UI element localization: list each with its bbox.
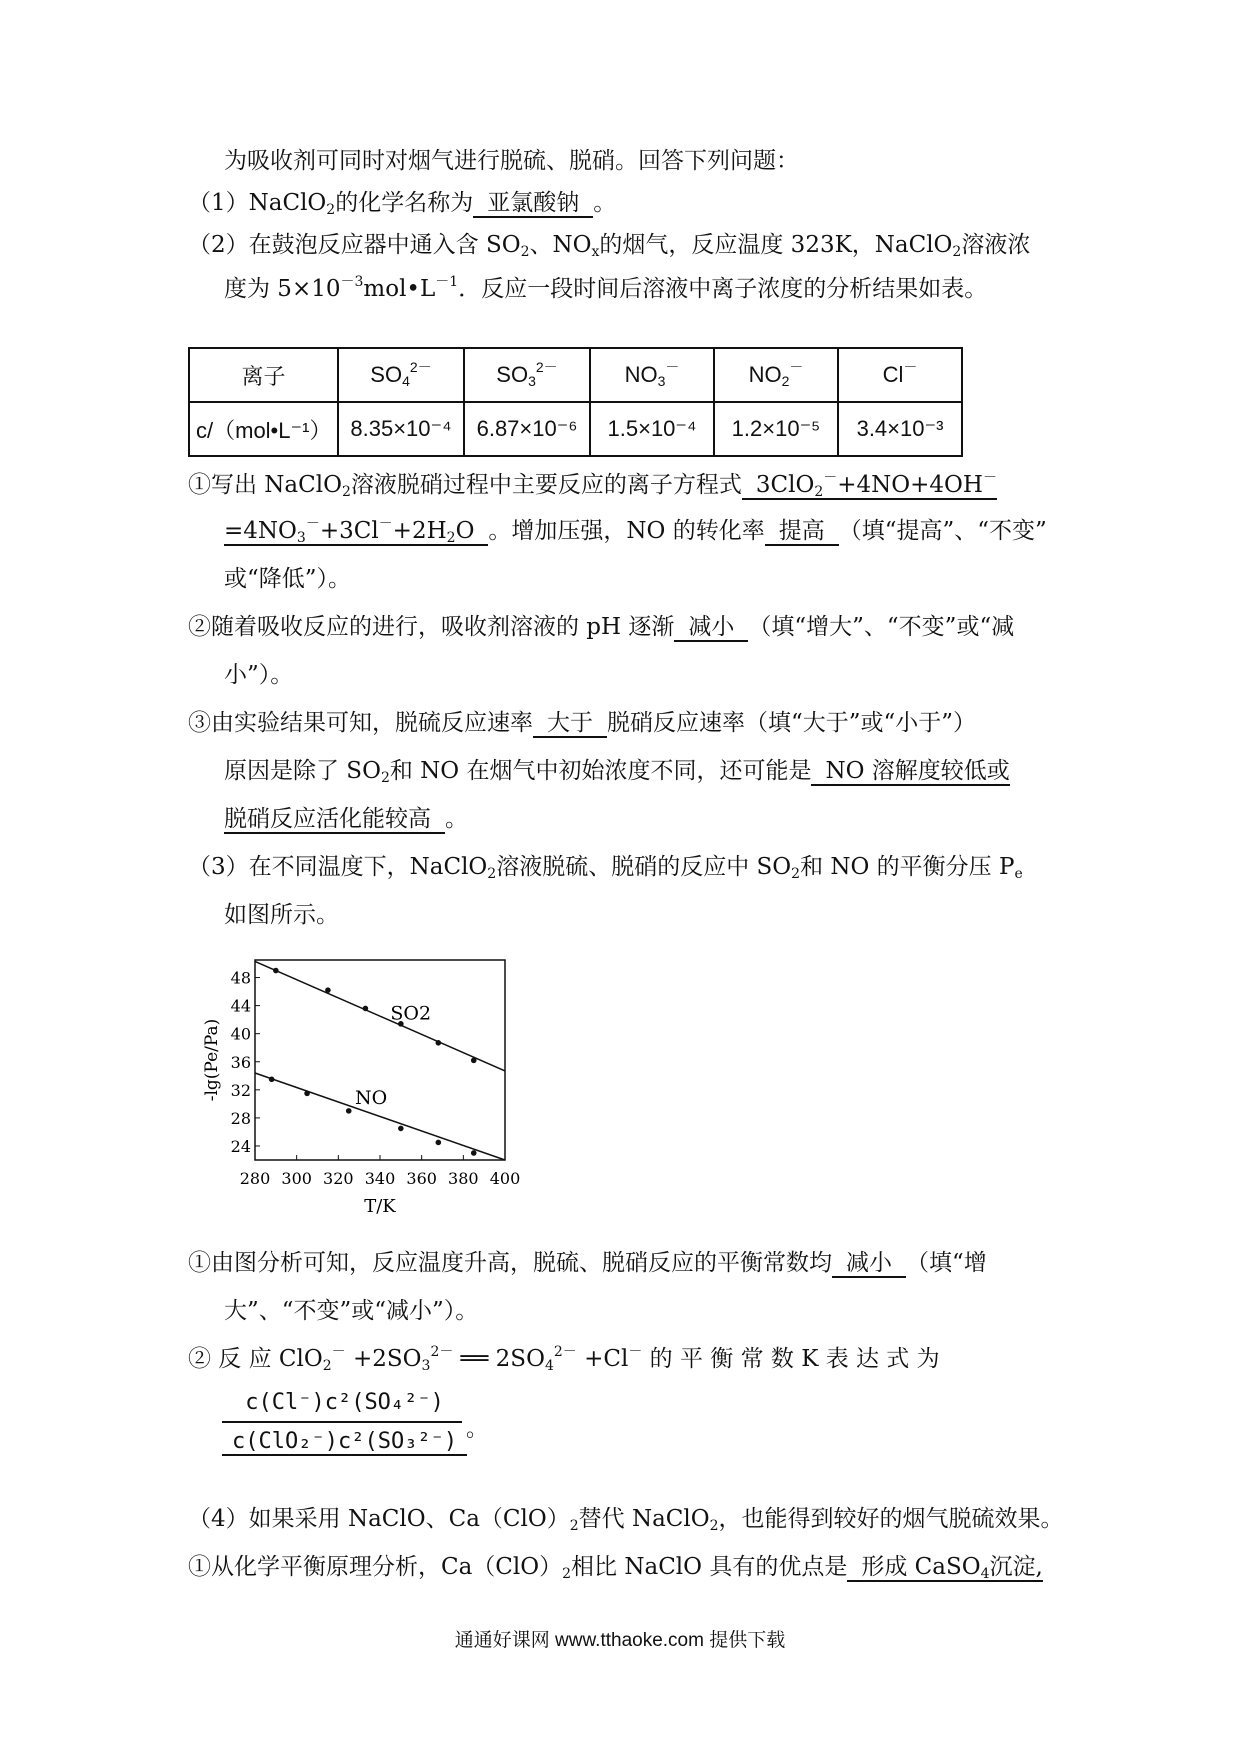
- graph-question-1-line1: ①由图分析可知，反应温度升高，脱硫、脱硝反应的平衡常数均 减小 （填“增: [188, 1250, 987, 1276]
- data-point: [269, 1076, 275, 1082]
- data-point: [304, 1091, 310, 1097]
- header-cell: $NO_3^-$: [590, 348, 714, 402]
- answer-equilibrium: 减小: [832, 1250, 906, 1278]
- answer-equation-part1: 3ClO$_2$－+4NO+4OH－: [742, 472, 997, 500]
- y-tick-label: 32: [230, 1080, 251, 1100]
- row-label-cell: c/（mol•L⁻¹）: [189, 402, 338, 456]
- question-2-line2: 度为 $5\times 10^{-3}mol•L^{-1}$．反应一段时间后溶液中离子浓度的分析结果如表。: [224, 274, 988, 302]
- header-cell: $SO_3^{2-}$: [464, 348, 590, 402]
- value-cell: 6.87×10⁻⁶: [464, 402, 590, 456]
- table-row: [189, 348, 962, 402]
- sub-question-3-line1: ③由实验结果可知，脱硫反应速率 大于 脱硝反应速率（填“大于”或“小于”）: [188, 710, 977, 736]
- value-cell: 1.5×10⁻⁴: [590, 402, 714, 456]
- x-tick-label: 280: [239, 1169, 271, 1188]
- header-cell: 离子: [189, 348, 338, 402]
- header-cell: $NO_2^-$: [714, 348, 838, 402]
- equilibrium-constant-fraction: [222, 1390, 489, 1456]
- sub-question-3-line2: 原因是除了 $SO_2$和 NO 在烟气中初始浓度不同，还可能是 NO 溶解度较低或: [224, 758, 1010, 786]
- question-3-line2: 如图所示。: [224, 902, 339, 928]
- value-cell: 8.35×10⁻⁴: [338, 402, 464, 456]
- x-tick-label: 320: [323, 1169, 354, 1188]
- sub-question-3-line3: 脱硝反应活化能较高 。: [224, 806, 468, 832]
- partial-pressure-chart: [190, 955, 550, 1240]
- fraction-numerator: c(Cl⁻)c²(SO₄²⁻): [245, 1390, 444, 1415]
- question-3-line1: （3）在不同温度下，NaClO$_2$溶液脱硫、脱硝的反应中 $SO_2$和 NO 的平衡分压 $P_e$: [188, 854, 1023, 882]
- answer-ph: 减小: [674, 614, 748, 642]
- data-point: [471, 1058, 477, 1064]
- sub-question-1-line1: ①写出 NaClO$_2$溶液脱硝过程中主要反应的离子方程式 3ClO$_2$－+4NO+4OH－: [188, 470, 997, 500]
- series-label-so2: SO2: [390, 1002, 432, 1025]
- answer-reason-part2: 脱硝反应活化能较高: [224, 806, 445, 834]
- ion-concentration-table: [188, 347, 963, 457]
- y-tick-label: 48: [230, 968, 251, 988]
- question-2-line1: （2）在鼓泡反应器中通入含 $SO_2$、$NO_x$的烟气，反应温度 323K，NaClO$_2$溶液浓: [188, 232, 1031, 260]
- series-label-no: NO: [355, 1086, 388, 1109]
- answer-rate: 大于: [533, 710, 607, 738]
- question-1: （1）NaClO$_2$的化学名称为 亚氯酸钠 。: [188, 190, 617, 218]
- x-axis-label: T/K: [364, 1196, 396, 1217]
- sub-question-1-line2: $=4NO_3^-+3Cl^-+2H_2O$ 。增加压强，NO 的转化率 提高 （填“提高”、“不变”: [224, 516, 1047, 546]
- sub-question-2-line2: 小”）。: [224, 662, 294, 688]
- series-line-so2: [255, 961, 505, 1070]
- header-cell: Cl－: [838, 348, 962, 402]
- sub-question-2-line1: ②随着吸收反应的进行，吸收剂溶液的 pH 逐渐 减小 （填“增大”、“不变”或“减: [188, 614, 1015, 640]
- table-row: [189, 402, 962, 456]
- data-point: [363, 1006, 369, 1012]
- answer-equation-part2: $=4NO_3^-+3Cl^-+2H_2O$: [224, 518, 488, 546]
- y-tick-label: 28: [230, 1108, 251, 1128]
- graph-question-1-line2: 大”、“不变”或“减小”）。: [224, 1298, 479, 1324]
- data-point: [346, 1108, 352, 1114]
- x-tick-label: 340: [364, 1169, 396, 1188]
- graph-question-2-line1: ② 反 应 $ClO_2^- +2SO_3^{2-}$ ══ $2SO_4^{2-} +Cl^-$ 的 平 衡 常 数 K 表 达 式 为: [188, 1344, 940, 1374]
- x-tick-label: 360: [406, 1169, 437, 1188]
- header-cell: $SO_4^{2-}$: [338, 348, 464, 402]
- question-4-sub-1-line1: ①从化学平衡原理分析，$Ca(ClO)_2$相比 NaClO 具有的优点是 形成 CaSO$_4$沉淀,: [188, 1554, 1043, 1582]
- question-4-line1: （4）如果采用 NaClO、$Ca(ClO)_2$替代 NaClO$_2$，也能得到较好的烟气脱硫效果。: [188, 1506, 1064, 1534]
- answer-1: 亚氯酸钠: [473, 190, 593, 218]
- intro-line: 为吸收剂可同时对烟气进行脱硫、脱硝。回答下列问题：: [224, 148, 799, 174]
- data-point: [398, 1126, 404, 1132]
- answer-advantage: 形成 CaSO$_4$沉淀,: [847, 1554, 1042, 1582]
- y-axis-label: -lg(Pe/Pa): [202, 1018, 222, 1102]
- plot-frame: [255, 960, 505, 1160]
- x-tick-label: 400: [489, 1169, 521, 1188]
- page-footer: 通通好课网 www.tthaoke.com 提供下载: [454, 1630, 786, 1651]
- value-cell: 3.4×10⁻³: [838, 402, 962, 456]
- y-tick-label: 36: [230, 1052, 251, 1072]
- fraction-tail: 。: [466, 1417, 489, 1442]
- data-point: [436, 1140, 442, 1146]
- y-tick-label: 44: [230, 996, 251, 1016]
- y-tick-label: 40: [230, 1024, 251, 1044]
- y-tick-label: 24: [230, 1136, 251, 1156]
- fraction-denominator: c(ClO₂⁻)c²(SO₃²⁻): [222, 1423, 467, 1456]
- data-point: [471, 1150, 477, 1156]
- data-point: [436, 1040, 442, 1046]
- x-tick-label: 300: [281, 1169, 312, 1188]
- data-point: [273, 968, 279, 974]
- value-cell: 1.2×10⁻⁵: [714, 402, 838, 456]
- x-tick-label: 380: [448, 1169, 479, 1188]
- sub-question-1-line3: 或“降低”）。: [224, 566, 352, 592]
- data-point: [325, 987, 331, 993]
- answer-reason-part1: NO 溶解度较低或: [811, 758, 1009, 786]
- answer-conversion: 提高: [765, 518, 839, 546]
